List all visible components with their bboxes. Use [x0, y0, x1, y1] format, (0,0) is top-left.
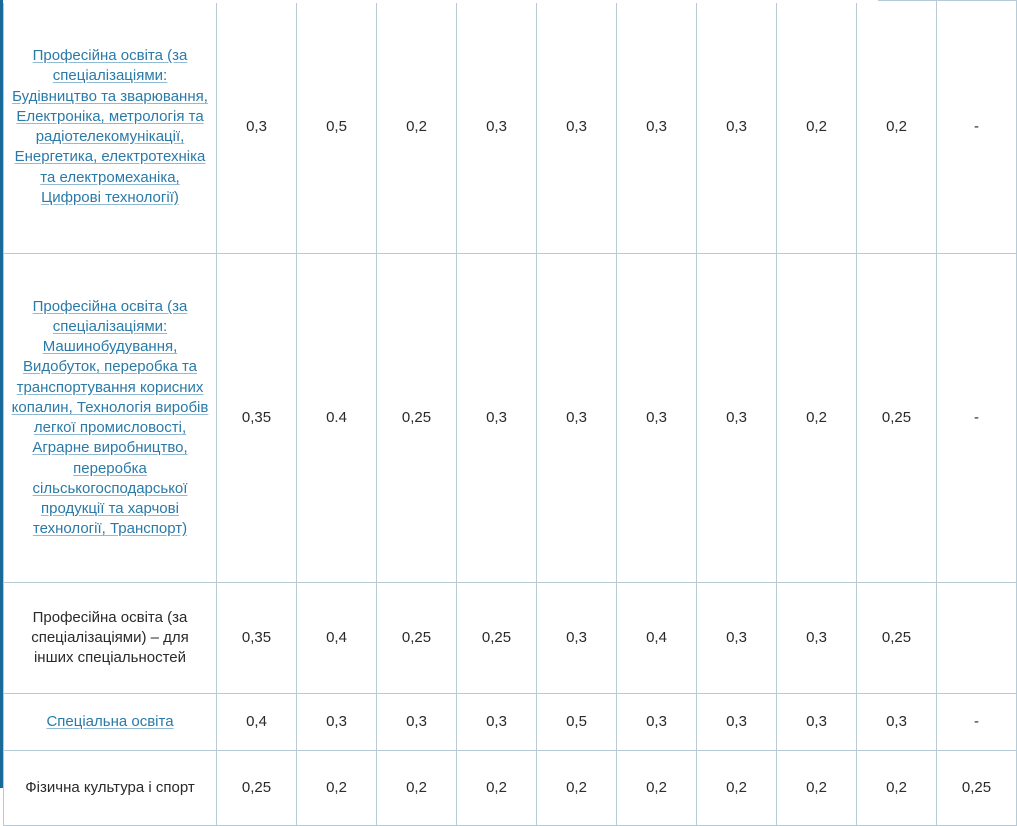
row-value-cell: 0.4 [297, 254, 377, 583]
row-name-cell[interactable] [4, 254, 217, 583]
row-value-cell: 0,3 [457, 694, 537, 751]
row-name-cell [4, 583, 217, 694]
row-value-cell: 0,2 [377, 751, 457, 826]
row-value-cell: 0,3 [697, 583, 777, 694]
row-value-cell: 0,3 [857, 694, 937, 751]
row-value-cell: 0,2 [537, 751, 617, 826]
row-value-cell: 0,5 [537, 694, 617, 751]
row-value-cell: 0,3 [617, 694, 697, 751]
row-value-cell: - [937, 694, 1017, 751]
row-value-cell: 0,2 [697, 751, 777, 826]
row-value-cell: 0,2 [457, 751, 537, 826]
coefficients-table [3, 0, 1017, 826]
table-row [4, 254, 1017, 583]
row-value-cell: 0,25 [457, 583, 537, 694]
page-top-clip [3, 0, 878, 3]
row-value-cell: 0,25 [377, 583, 457, 694]
row-value-cell: 0,2 [777, 751, 857, 826]
row-value-cell: 0,4 [217, 694, 297, 751]
row-name-link[interactable]: Професійна освіта (за спеціалізаціями: Машинобудування, Видобуток, переробка та транспортування корисних копалин, Технологія виробів легкої промисловості, Аграрне виробництво, переробка сільськогосподарської продукції та харчові технології, Транспорт) [11, 297, 209, 538]
row-name-link[interactable]: Спеціальна освіта [46, 712, 174, 730]
row-value-cell: 0,2 [377, 1, 457, 254]
table-row [4, 1, 1017, 254]
row-value-cell: 0,2 [777, 254, 857, 583]
table-body [4, 1, 1017, 826]
row-value-cell: 0,5 [297, 1, 377, 254]
row-value-cell: - [937, 1, 1017, 254]
row-value-cell: 0,2 [617, 751, 697, 826]
row-value-cell: 0,3 [617, 254, 697, 583]
row-value-cell: - [937, 254, 1017, 583]
row-value-cell: 0,3 [697, 254, 777, 583]
row-value-cell: 0,3 [697, 694, 777, 751]
row-value-cell: 0,2 [857, 751, 937, 826]
row-value-cell: 0,3 [457, 254, 537, 583]
row-value-cell: 0,2 [297, 751, 377, 826]
row-value-cell: 0,3 [377, 694, 457, 751]
row-value-cell: 0,4 [297, 583, 377, 694]
table-row [4, 751, 1017, 826]
row-value-cell: 0,3 [537, 1, 617, 254]
row-value-cell: 0,25 [857, 583, 937, 694]
row-value-cell: 0,4 [617, 583, 697, 694]
row-value-cell: 0,3 [777, 583, 857, 694]
row-value-cell: 0,3 [777, 694, 857, 751]
row-value-cell: 0,3 [457, 1, 537, 254]
row-name-link[interactable]: Професійна освіта (за спеціалізаціями: Будівництво та зварювання, Електроніка, метрологія та радіотелекомунікації, Енергетика, електротехніка та електромеханіка, Цифрові технології) [12, 47, 208, 206]
row-name-cell [4, 751, 217, 826]
row-value-cell: 0,3 [697, 1, 777, 254]
row-value-cell: 0,3 [617, 1, 697, 254]
row-value-cell: 0,25 [937, 751, 1017, 826]
row-name-text: Фізична культура і спорт [25, 778, 195, 796]
row-value-cell: 0,25 [217, 751, 297, 826]
row-value-cell: 0,2 [777, 1, 857, 254]
row-value-cell: 0,25 [857, 254, 937, 583]
row-value-cell: 0,35 [217, 583, 297, 694]
row-value-cell: 0,3 [297, 694, 377, 751]
row-value-cell: 0,3 [537, 254, 617, 583]
row-value-cell: 0,25 [377, 254, 457, 583]
row-name-text: Професійна освіта (за спеціалізаціями) – для інших спеціальностей [31, 608, 189, 667]
row-value-cell [937, 583, 1017, 694]
row-value-cell: 0,35 [217, 254, 297, 583]
table-row [4, 583, 1017, 694]
table-row [4, 694, 1017, 751]
row-name-cell[interactable] [4, 694, 217, 751]
row-value-cell: 0,2 [857, 1, 937, 254]
row-value-cell: 0,3 [217, 1, 297, 254]
row-name-cell[interactable] [4, 1, 217, 254]
row-value-cell: 0,3 [537, 583, 617, 694]
